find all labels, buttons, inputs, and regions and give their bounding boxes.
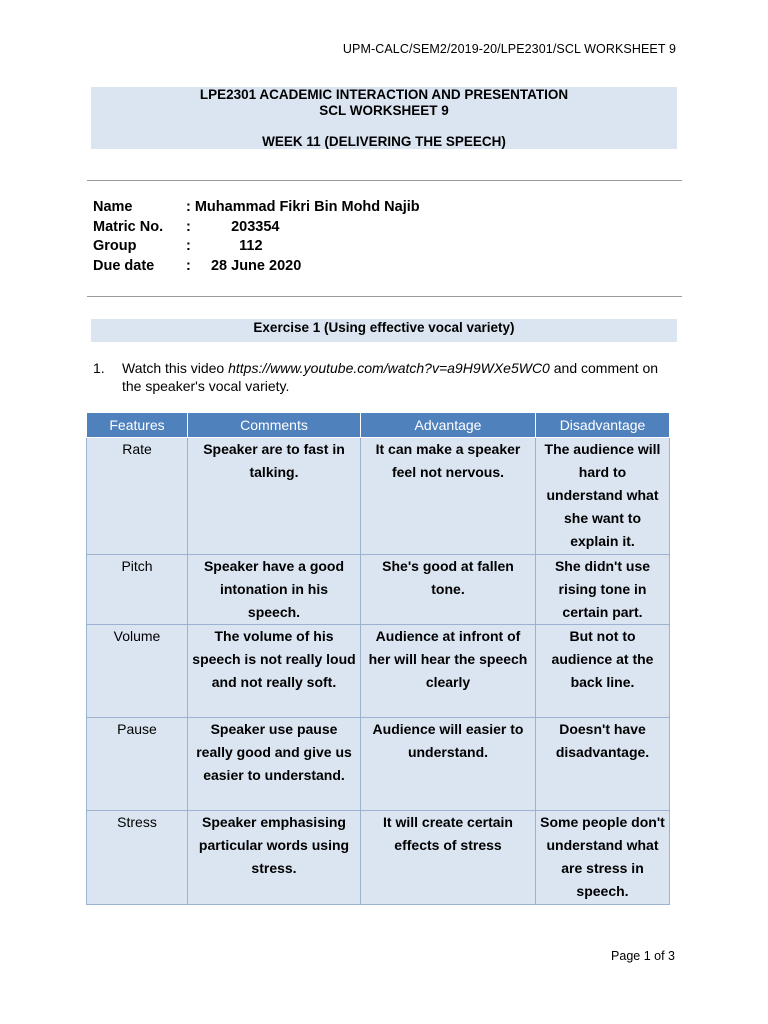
comment-cell: Speaker are to fast in talking. [188, 438, 361, 555]
disadvantage-cell: The audience will hard to understand what she want to explain it. [536, 438, 670, 555]
table-row [87, 438, 670, 555]
feature-cell: Pause [87, 718, 188, 811]
disadvantage-cell: She didn't use rising tone in certain part. [536, 555, 670, 625]
column-header-disadvantage: Disadvantage [536, 413, 670, 438]
advantage-cell: It can make a speaker feel not nervous. [361, 438, 536, 555]
name-value: : Muhammad Fikri Bin Mohd Najib [186, 199, 420, 215]
exercise-heading: Exercise 1 (Using effective vocal variety) [91, 319, 677, 342]
due-date-label: Due date [93, 257, 155, 274]
disadvantage-cell: Doesn't have disadvantage. [536, 718, 670, 811]
question-line2: the speaker's vocal variety. [122, 378, 290, 394]
worksheet-title: SCL WORKSHEET 9 [319, 103, 449, 118]
matric-label: Matric No. [93, 218, 164, 235]
advantage-cell: It will create certain effects of stress [361, 811, 536, 905]
feature-cell: Stress [87, 811, 188, 905]
divider-top [87, 180, 682, 181]
course-title: LPE2301 ACADEMIC INTERACTION AND PRESENTATION [199, 87, 569, 102]
advantage-cell: Audience at infront of her will hear the speech clearly [361, 625, 536, 718]
page-number: Page 1 of 3 [611, 949, 675, 963]
student-info [93, 198, 420, 276]
table-row [87, 811, 670, 905]
disadvantage-cell: But not to audience at the back line. [536, 625, 670, 718]
column-header-advantage: Advantage [361, 413, 536, 438]
comment-cell: The volume of his speech is not really loud and not really soft. [188, 625, 361, 718]
advantage-cell: She's good at fallen tone. [361, 555, 536, 625]
comment-cell: Speaker have a good intonation in his speech. [188, 555, 361, 625]
document-reference: UPM-CALC/SEM2/2019-20/LPE2301/SCL WORKSHEET 9 [342, 42, 676, 56]
video-link[interactable]: https://www.youtube.com/watch?v=a9H9WXe5WC0 [228, 360, 550, 376]
group-value: : 112 [186, 238, 263, 254]
question-number: 1. [93, 360, 105, 376]
comment-cell: Speaker use pause really good and give us easier to understand. [188, 718, 361, 811]
table-row [87, 625, 670, 718]
matric-value: : 203354 [186, 218, 280, 235]
vocal-variety-table [86, 412, 670, 905]
question-prefix: Watch this video [122, 360, 229, 376]
title-banner [91, 87, 677, 149]
divider-bottom [87, 296, 682, 297]
comment-cell: Speaker emphasising particular words using stress. [188, 811, 361, 905]
question [93, 359, 683, 395]
table-row [87, 718, 670, 811]
feature-cell: Pitch [87, 555, 188, 625]
disadvantage-cell: Some people don't understand what are stress in speech. [536, 811, 670, 905]
name-label: Name [93, 199, 133, 215]
question-suffix: and comment on [549, 360, 659, 376]
column-header-comments: Comments [188, 413, 361, 438]
feature-cell: Rate [87, 438, 188, 555]
group-label: Group [93, 238, 137, 254]
feature-cell: Volume [87, 625, 188, 718]
advantage-cell: Audience will easier to understand. [361, 718, 536, 811]
week-title: WEEK 11 (DELIVERING THE SPEECH) [262, 134, 506, 149]
due-date-value: : 28 June 2020 [186, 257, 302, 274]
column-header-features: Features [87, 413, 188, 438]
table-row [87, 555, 670, 625]
